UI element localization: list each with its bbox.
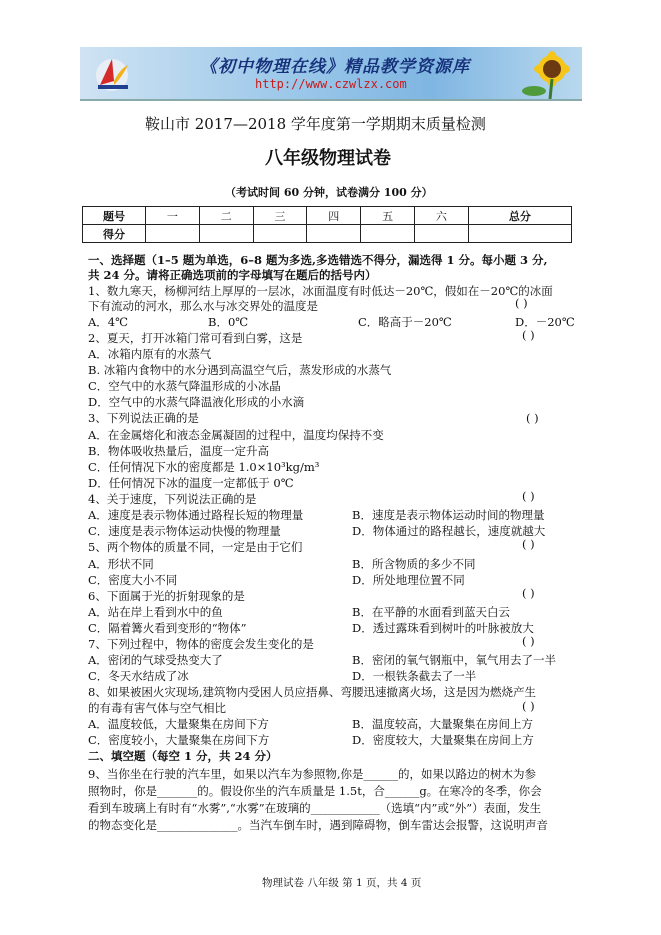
section2-heading	[88, 749, 278, 763]
score-cell[interactable]	[199, 225, 253, 243]
option: D．空气中的水蒸气降温液化形成的小水滴	[88, 395, 305, 409]
option: C．密度较小，大量聚集在房间下方	[88, 733, 270, 747]
option: A．温度较低，大量聚集在房间下方	[88, 717, 269, 731]
score-cell[interactable]	[253, 225, 307, 243]
option: B．在平静的水面看到蓝天白云	[352, 605, 510, 619]
option: D．任何情况下冰的温度一定都低于 0℃	[88, 476, 294, 490]
option: B．速度是表示物体运动时间的物理量	[352, 508, 545, 522]
question-2: 2、夏天，打开冰箱门常可看到白雾，这是	[88, 331, 303, 345]
option: A．冰箱内原有的水蒸气	[88, 347, 212, 361]
option: D．所处地理位置不同	[352, 573, 465, 587]
score-cell[interactable]	[361, 225, 415, 243]
option: A．在金属熔化和液态金属凝固的过程中，温度均保持不变	[88, 428, 384, 442]
score-cell[interactable]	[146, 225, 200, 243]
logo-icon	[90, 51, 134, 95]
question-9-line3: 看到车玻璃上有时有“水雾”,“水雾”在玻璃的____________（选填“内”或“外”）表面，发生	[88, 801, 542, 815]
option: C．略高于－20℃	[358, 315, 452, 329]
table-cell: 题号	[83, 207, 146, 225]
answer-paren-6[interactable]: ( )	[522, 586, 535, 600]
option: C．任何情况下水的密度都是 1.0×10³kg/m³	[88, 460, 320, 474]
paper-title: 八年级物理试卷	[265, 148, 391, 169]
sunflower-icon	[502, 49, 582, 99]
exam-title: 鞍山市 2017—2018 学年度第一学期期末质量检测	[145, 115, 486, 133]
score-table	[82, 206, 572, 243]
option: C．空气中的水蒸气降温形成的小冰晶	[88, 379, 281, 393]
question-1-line2: 下有流动的河水，那么水与冰交界处的温度是	[88, 299, 318, 313]
answer-paren-8[interactable]: ( )	[522, 699, 535, 713]
option: D．透过露珠看到树叶的叶脉被放大	[352, 621, 534, 635]
option: C．冬天水结成了冰	[88, 669, 189, 683]
option: D．密度较大，大量聚集在房间上方	[352, 733, 534, 747]
table-cell: 六	[414, 207, 468, 225]
question-9-line2: 照物时，你是_______的。假设你坐的汽车质量是 1.5t，合______g。在寒冷的冬季，你会	[88, 784, 542, 798]
option: A．速度是表示物体通过路程长短的物理量	[88, 508, 304, 522]
question-3: 3、下列说法正确的是	[88, 411, 199, 425]
question-4: 4、关于速度，下列说法正确的是	[88, 492, 257, 506]
page-footer: 物理试卷 八年级 第 1 页，共 4 页	[262, 877, 422, 889]
option: B. 冰箱内食物中的水分遇到高温空气后，蒸发形成的水蒸气	[88, 363, 392, 377]
section2-title: 二、填空题	[88, 749, 146, 763]
answer-paren-1[interactable]: ( )	[515, 296, 528, 310]
section1-heading	[88, 253, 548, 267]
table-row	[83, 207, 572, 225]
table-cell: 五	[361, 207, 415, 225]
table-cell: 得分	[83, 225, 146, 243]
option: C．隔着篝火看到变形的“物体”	[88, 621, 247, 635]
question-1-line1: 1、数九寒天，杨柳河结上厚厚的一层冰，冰面温度有时低达－20℃，假如在－20℃的冰面	[88, 284, 553, 298]
section1-desc2: 共 24 分。请将正确选项前的字母填写在题后的括号内）	[88, 268, 377, 282]
question-9-line4: 的物态变化是______________。当汽车倒车时，遇到障碍物，倒车雷达会报警，这说明声音	[88, 818, 548, 832]
table-cell: 三	[253, 207, 307, 225]
question-7: 7、下列过程中，物体的密度会发生变化的是	[88, 637, 314, 651]
section1-title: 一、选择题	[88, 253, 146, 267]
option: B．所含物质的多少不同	[352, 557, 476, 571]
table-cell: 一	[146, 207, 200, 225]
option: A．形状不同	[88, 557, 154, 571]
option: A．站在岸上看到水中的鱼	[88, 605, 223, 619]
option: B．物体吸收热量后，温度一定升高	[88, 444, 269, 458]
option: D．－20℃	[515, 315, 575, 329]
answer-paren-5[interactable]: ( )	[522, 537, 535, 551]
question-8-line2: 的有毒有害气体与空气相比	[88, 701, 226, 715]
question-6: 6、下面属于光的折射现象的是	[88, 589, 245, 603]
banner-url[interactable]: http://www.czwlzx.com	[255, 77, 407, 91]
question-8-line1: 8、如果被困火灾现场,建筑物内受困人员应捂鼻、弯腰迅速撤离火场，这是因为燃烧产生	[88, 685, 536, 699]
question-5: 5、两个物体的质量不同，一定是由于它们	[88, 540, 303, 554]
banner-title: 《初中物理在线》精品教学资源库	[200, 57, 470, 77]
score-cell[interactable]	[468, 225, 571, 243]
option: C．密度大小不同	[88, 573, 178, 587]
option: A．密闭的气球受热变大了	[88, 653, 223, 667]
answer-paren-4[interactable]: ( )	[522, 489, 535, 503]
option: D．物体通过的路程越长，速度就越大	[352, 524, 546, 538]
section2-desc: （每空 1 分，共 24 分）	[145, 749, 278, 763]
section1-desc: （1–5 题为单选，6–8 题为多选,多选错选不得分，漏选得 1 分。每小题 3 分,	[145, 253, 548, 267]
answer-paren-2[interactable]: ( )	[522, 328, 535, 342]
question-9-line1: 9、当你坐在行驶的汽车里，如果以汽车为参照物,你是______的，如果以路边的树木为参	[88, 767, 536, 781]
table-row	[83, 225, 572, 243]
option: B．0℃	[208, 315, 249, 329]
table-cell: 总分	[468, 207, 571, 225]
score-cell[interactable]	[307, 225, 361, 243]
score-cell[interactable]	[414, 225, 468, 243]
option: B．密闭的氧气钢瓶中，氧气用去了一半	[352, 653, 556, 667]
answer-paren-7[interactable]: ( )	[522, 634, 535, 648]
option: C．速度是表示物体运动快慢的物理量	[88, 524, 281, 538]
option: A．4℃	[88, 315, 128, 329]
header-banner	[80, 47, 582, 101]
table-cell: 二	[199, 207, 253, 225]
option: D．一根铁条截去了一半	[352, 669, 477, 683]
exam-note: （考试时间 60 分钟，试卷满分 100 分）	[225, 186, 433, 199]
option: B．温度较高，大量聚集在房间上方	[352, 717, 533, 731]
answer-paren-3[interactable]: ( )	[526, 411, 539, 425]
table-cell: 四	[307, 207, 361, 225]
